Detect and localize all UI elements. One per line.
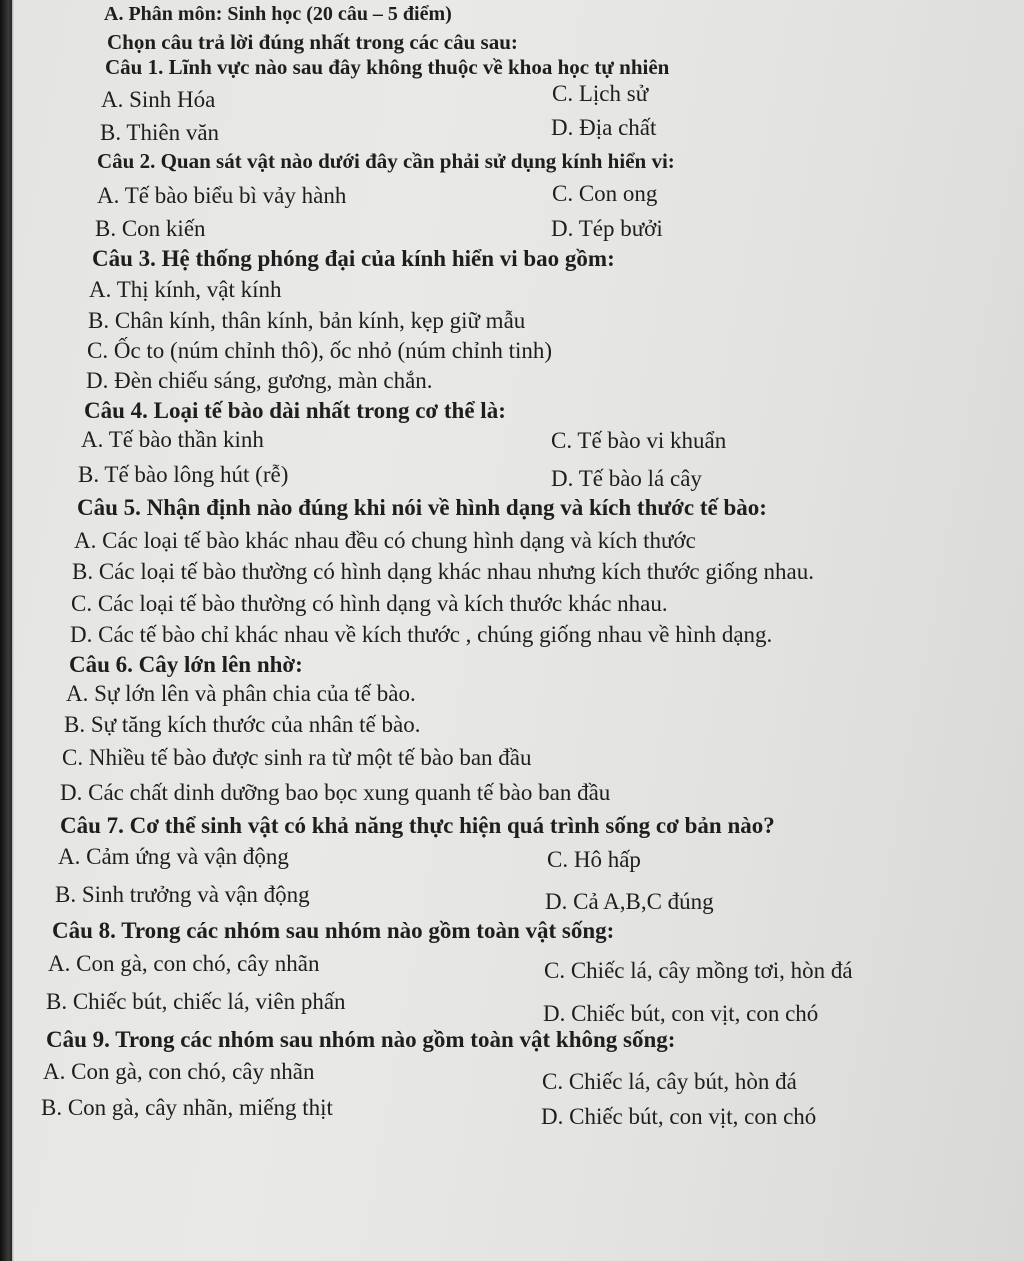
option-a: A. Con gà, con chó, cây nhãn (48, 951, 320, 976)
option-c: C. Lịch sử (552, 81, 649, 106)
option-c: C. Tế bào vi khuẩn (551, 428, 727, 453)
section-title: A. Phân môn: Sinh học (20 câu – 5 điểm) (104, 3, 452, 25)
question-stem: Câu 7. Cơ thể sinh vật có khả năng thực hiện quá trình sống cơ bản nào? (60, 813, 775, 838)
option-b: B. Chân kính, thân kính, bản kính, kẹp giữ mẫu (88, 308, 526, 333)
instruction: Chọn câu trả lời đúng nhất trong các câu sau: (107, 30, 518, 54)
option-a: A. Con gà, con chó, cây nhãn (43, 1059, 315, 1084)
option-d: D. Các chất dinh dưỡng bao bọc xung quanh tế bào ban đầu (60, 780, 611, 805)
question-stem: Câu 9. Trong các nhóm sau nhóm nào gồm toàn vật không sống: (46, 1027, 676, 1052)
option-c: C. Chiếc lá, cây bút, hòn đá (542, 1069, 797, 1094)
option-b: B. Con kiến (95, 216, 206, 241)
option-d: D. Tép bưởi (551, 216, 663, 241)
option-c: C. Nhiều tế bào được sinh ra từ một tế bào ban đầu (62, 745, 532, 770)
question-stem: Câu 1. Lĩnh vực nào sau đây không thuộc về khoa học tự nhiên (105, 55, 670, 79)
option-c: C. Hô hấp (547, 847, 641, 872)
option-b: B. Sự tăng kích thước của nhân tế bào. (64, 712, 421, 737)
option-c: C. Con ong (552, 181, 658, 206)
option-d: D. Tế bào lá cây (551, 466, 702, 491)
option-c: C. Ốc to (núm chỉnh thô), ốc nhỏ (núm chỉnh tinh) (87, 338, 553, 363)
option-d: D. Địa chất (551, 115, 657, 140)
question-stem: Câu 3. Hệ thống phóng đại của kính hiển vi bao gồm: (92, 246, 615, 271)
question-stem: Câu 6. Cây lớn lên nhờ: (69, 652, 303, 677)
option-a: A. Các loại tế bào khác nhau đều có chung hình dạng và kích thước (74, 528, 696, 553)
option-b: B. Tế bào lông hút (rễ) (78, 462, 289, 487)
option-b: B. Con gà, cây nhãn, miếng thịt (41, 1095, 333, 1120)
option-c: C. Các loại tế bào thường có hình dạng và kích thước khác nhau. (71, 591, 668, 616)
page-edge-shadow (0, 0, 14, 1261)
option-d: D. Chiếc bút, con vịt, con chó (541, 1104, 817, 1129)
option-a: A. Cảm ứng và vận động (58, 844, 289, 869)
option-a: A. Thị kính, vật kính (89, 277, 282, 302)
option-a: A. Sự lớn lên và phân chia của tế bào. (66, 681, 416, 706)
question-stem: Câu 4. Loại tế bào dài nhất trong cơ thể là: (84, 398, 506, 423)
option-b: B. Các loại tế bào thường có hình dạng khác nhau nhưng kích thước giống nhau. (72, 559, 814, 584)
option-b: B. Sinh trưởng và vận động (55, 882, 310, 907)
option-b: B. Chiếc bút, chiếc lá, viên phấn (46, 989, 346, 1014)
question-stem: Câu 8. Trong các nhóm sau nhóm nào gồm toàn vật sống: (52, 918, 615, 943)
option-d: D. Đèn chiếu sáng, gương, màn chắn. (86, 368, 433, 393)
question-stem: Câu 2. Quan sát vật nào dưới đây cần phải sử dụng kính hiển vi: (97, 149, 675, 173)
option-a: A. Tế bào thần kinh (81, 427, 264, 452)
option-a: A. Tế bào biểu bì vảy hành (97, 183, 347, 208)
option-d: D. Cả A,B,C đúng (545, 889, 714, 914)
question-stem: Câu 5. Nhận định nào đúng khi nói về hình dạng và kích thước tế bào: (77, 495, 767, 520)
option-a: A. Sinh Hóa (101, 87, 216, 112)
option-d: D. Các tế bào chỉ khác nhau về kích thước , chúng giống nhau về hình dạng. (70, 622, 773, 647)
option-d: D. Chiếc bút, con vịt, con chó (543, 1001, 819, 1026)
option-b: B. Thiên văn (100, 120, 220, 145)
option-c: C. Chiếc lá, cây mồng tơi, hòn đá (544, 958, 853, 983)
